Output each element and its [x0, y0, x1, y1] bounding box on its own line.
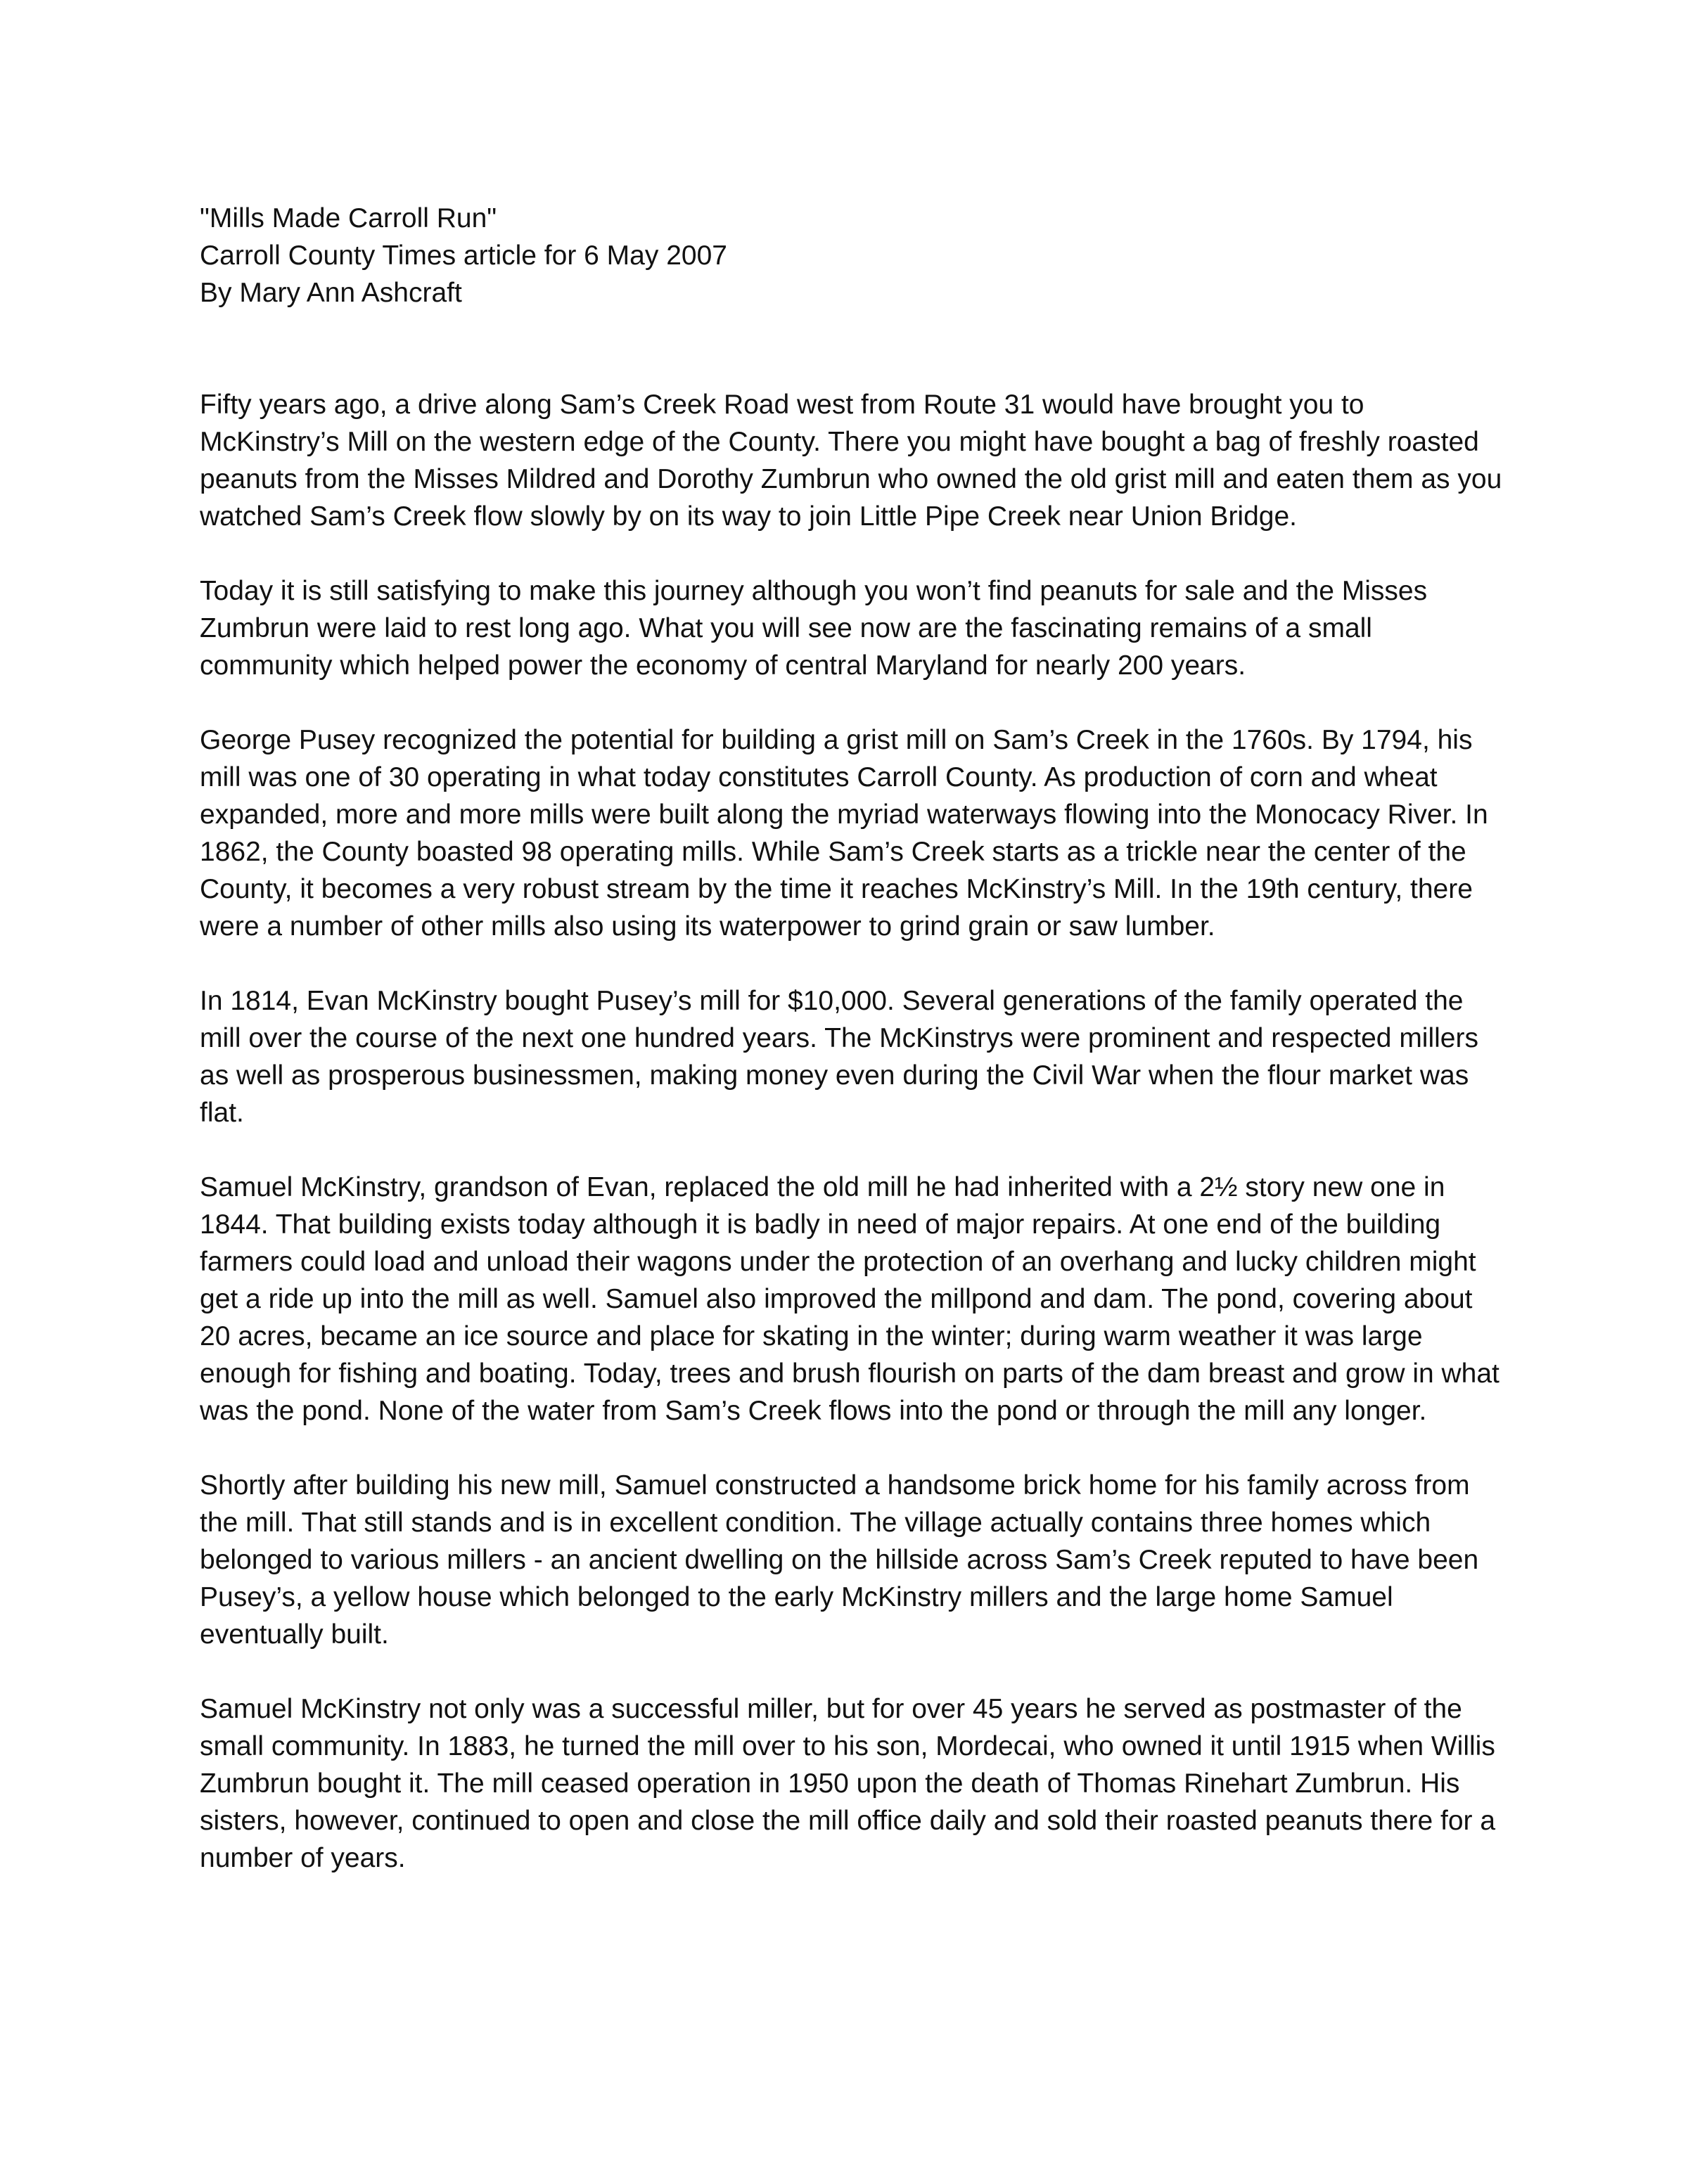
- paragraph: Samuel McKinstry not only was a successful miller, but for over 45 years he served as postmaster of the small community. In 1883, he turned the mill over to his son, Mordecai, who owned it until 1915 when Willis Zumbrun bought it. The mill ceased operation in 1950 upon the death of Thomas Rinehart Zumbrun. His sisters, however, continued to open and close the mill office daily and sold their roasted peanuts there for a number of years.: [200, 1694, 1496, 1873]
- article-byline: By Mary Ann Ashcraft: [200, 278, 462, 308]
- article-header: [200, 200, 1508, 311]
- article-subtitle: Carroll County Times article for 6 May 2007: [200, 240, 727, 271]
- paragraph: Shortly after building his new mill, Samuel constructed a handsome brick home for his family across from the mill. That still stands and is in excellent condition. The village actually contains three homes which belonged to various millers - an ancient dwelling on the hillside across Sam’s Creek reputed to have been Pusey’s, a yellow house which belonged to the early McKinstry millers and the large home Samuel eventually built.: [200, 1470, 1479, 1650]
- paragraph: In 1814, Evan McKinstry bought Pusey’s mill for $10,000. Several generations of the family operated the mill over the course of the next one hundred years. The McKinstrys were prominent and respected millers as well as prosperous businessmen, making money even during the Civil War when the flour market was flat.: [200, 986, 1478, 1128]
- article-title: "Mills Made Carroll Run": [200, 203, 497, 233]
- paragraph: Today it is still satisfying to make this journey although you won’t find peanuts for sale and the Misses Zumbrun were laid to rest long ago. What you will see now are the fascinating remains of a small community which helped power the economy of central Maryland for nearly 200 years.: [200, 576, 1428, 681]
- article-body: [200, 386, 1508, 1877]
- paragraph: George Pusey recognized the potential for building a grist mill on Sam’s Creek in the 1760s. By 1794, his mill was one of 30 operating in what today constitutes Carroll County. As production of corn and wheat expanded, more and more mills were built along the myriad waterways flowing into the Monocacy River. In 1862, the County boasted 98 operating mills. While Sam’s Creek starts as a trickle near the center of the County, it becomes a very robust stream by the time it reaches McKinstry’s Mill. In the 19th century, there were a number of other mills also using its waterpower to grind grain or saw lumber.: [200, 725, 1488, 942]
- document-page: [200, 200, 1508, 1914]
- paragraph: Samuel McKinstry, grandson of Evan, replaced the old mill he had inherited with a 2½ story new one in 1844. That building exists today although it is badly in need of major repairs. At one end of the building farmers could load and unload their wagons under the protection of an overhang and lucky children might get a ride up into the mill as well. Samuel also improved the millpond and dam. The pond, covering about 20 acres, became an ice source and place for skating in the winter; during warm weather it was large enough for fishing and boating. Today, trees and brush flourish on parts of the dam breast and grow in what was the pond. None of the water from Sam’s Creek flows into the pond or through the mill any longer.: [200, 1172, 1500, 1426]
- paragraph: Fifty years ago, a drive along Sam’s Creek Road west from Route 31 would have brought you to McKinstry’s Mill on the western edge of the County. There you might have bought a bag of freshly roasted peanuts from the Misses Mildred and Dorothy Zumbrun who owned the old grist mill and eaten them as you watched Sam’s Creek flow slowly by on its way to join Little Pipe Creek near Union Bridge.: [200, 390, 1502, 532]
